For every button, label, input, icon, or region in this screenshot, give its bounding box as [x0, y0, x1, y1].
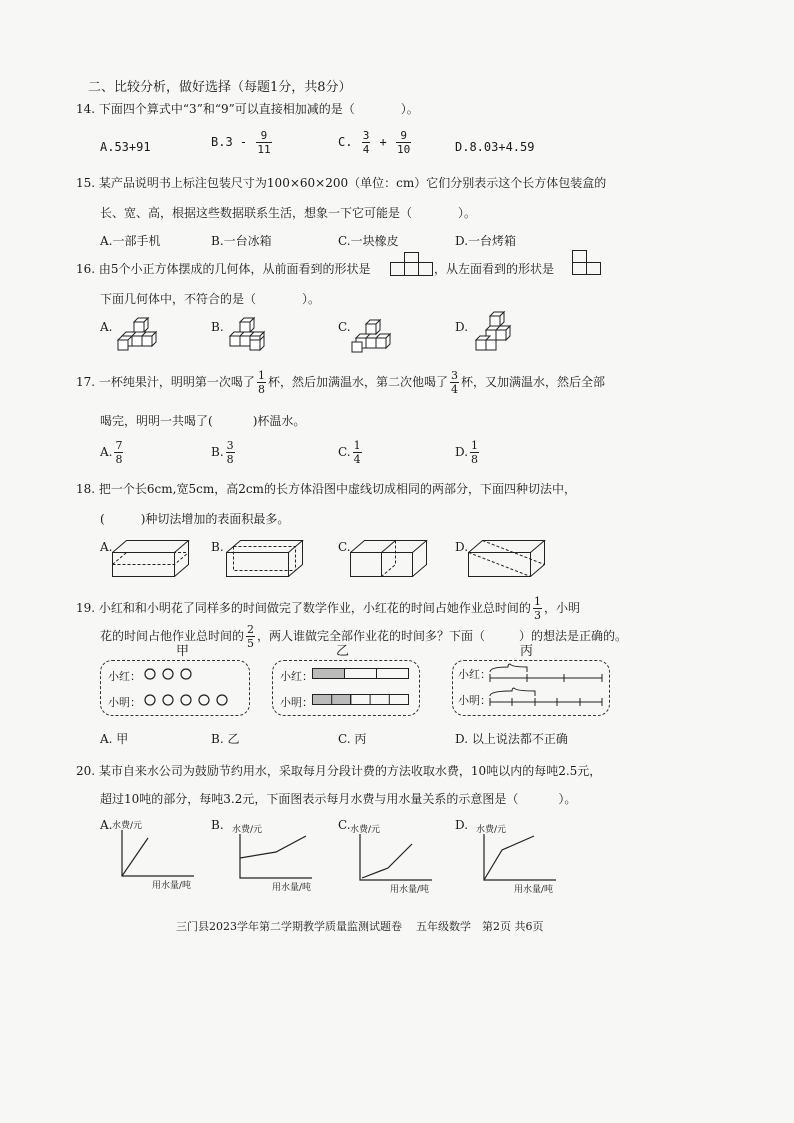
- question-18: 18. 把一个长6cm,宽5cm，高2cm的长方体沿图中虚线切成相同的两部分，下面四种切法中，: [76, 482, 576, 496]
- q20-option-c[interactable]: C.: [338, 818, 351, 832]
- q19-option-b[interactable]: B. 乙: [211, 732, 240, 746]
- label-yi: 乙: [336, 644, 350, 659]
- q15-option-a[interactable]: A.一部手机: [100, 234, 161, 248]
- footer-grade: 五年级数学: [416, 920, 471, 933]
- question-16-mid: ，从左面看到的形状是: [434, 262, 555, 276]
- q17-option-c[interactable]: C. $\frac{1}{4}$: [338, 439, 361, 466]
- graph-d: [480, 834, 560, 884]
- q17-option-b[interactable]: B. $\frac{3}{8}$: [211, 439, 234, 466]
- question-16: 16. 由5个小正方体摆成的几何体，从前面看到的形状是: [76, 262, 371, 276]
- yi-bars: [312, 668, 412, 708]
- bing-xiaoming-label: 小明：: [458, 694, 491, 707]
- bing-xiaohong-label: 小红：: [458, 668, 491, 681]
- cuboid-cut-a: [112, 540, 190, 578]
- q16-option-c[interactable]: C.: [338, 320, 351, 334]
- question-16-line2: 下面几何体中，不符合的是（ ）。: [100, 292, 321, 306]
- q15-option-d[interactable]: D.一台烤箱: [455, 234, 517, 248]
- question-15-line2: 长、宽、高，根据这些数据联系生活，想象一下它可能是（ ）。: [100, 206, 477, 220]
- q14-option-b[interactable]: B.3 - $\frac{9}{11}$: [211, 129, 271, 156]
- yi-xiaoming-label: 小明：: [280, 696, 313, 709]
- left-view-figure: [572, 250, 602, 276]
- graph-b: [236, 834, 316, 882]
- graph-d-xlabel: 用水量/吨: [514, 885, 554, 895]
- cube-figure-a: [118, 318, 170, 354]
- question-20-line2: 超过10吨的部分，每吨3.2元，下面图表示每月水费与用水量关系的示意图是（ ）。: [100, 792, 577, 806]
- graph-a-ylabel: 水费/元: [112, 821, 143, 831]
- q17-option-a[interactable]: A. $\frac{7}{8}$: [100, 439, 123, 466]
- q19-option-a[interactable]: A. 甲: [100, 732, 129, 746]
- q14-option-d[interactable]: D.8.03+4.59: [455, 140, 535, 154]
- q16-option-d[interactable]: D.: [455, 320, 469, 334]
- graph-c-ylabel: 水费/元: [350, 825, 381, 835]
- q14-option-a[interactable]: A.53+91: [100, 140, 151, 154]
- cube-figure-c: [352, 320, 402, 354]
- q20-option-b[interactable]: B.: [211, 818, 224, 832]
- cuboid-cut-b: [226, 540, 304, 578]
- question-19-line2: 花的时间占他作业总时间的 $\frac{2}{5}$ ，两人谁做完全部作业花的时间多？下面（ ）的想法是正确的。: [100, 623, 628, 650]
- q19-option-d[interactable]: D. 以上说法都不正确: [455, 732, 568, 746]
- footer-page: 第2页 共6页: [482, 920, 544, 933]
- cube-figure-b: [226, 318, 276, 354]
- q14-option-c[interactable]: C. $\frac{3}{4}$ + $\frac{9}{10}$: [338, 129, 411, 156]
- graph-d-ylabel: 水费/元: [476, 825, 507, 835]
- q20-option-a[interactable]: A.: [100, 818, 113, 832]
- q16-option-b[interactable]: B.: [211, 320, 224, 334]
- jia-xiaohong-label: 小红：: [108, 670, 141, 683]
- question-18-line2: ( )种切法增加的表面积最多。: [100, 512, 290, 526]
- graph-c-xlabel: 用水量/吨: [390, 885, 430, 895]
- graph-b-xlabel: 用水量/吨: [272, 883, 312, 893]
- q18-option-b[interactable]: B.: [211, 540, 224, 554]
- jia-xiaoming-label: 小明：: [108, 696, 141, 709]
- footer-school: 三门县2023学年第二学期教学质量监测试题卷: [176, 920, 402, 933]
- question-19: 19. 小红和和小明花了同样多的时间做完了数学作业，小红花的时间占她作业总时间的 $\frac{1}{3}$ ，小明: [76, 595, 580, 622]
- q15-option-c[interactable]: C.一块橡皮: [338, 234, 399, 248]
- label-jia: 甲: [176, 644, 190, 659]
- q20-option-d[interactable]: D.: [455, 818, 469, 832]
- q19-option-c[interactable]: C. 丙: [338, 732, 367, 746]
- jia-circles: [144, 668, 244, 708]
- graph-b-ylabel: 水费/元: [232, 825, 263, 835]
- q18-option-a[interactable]: A.: [100, 540, 113, 554]
- q15-option-b[interactable]: B.一台冰箱: [211, 234, 272, 248]
- yi-xiaohong-label: 小红：: [280, 670, 313, 683]
- graph-a-xlabel: 用水量/吨: [152, 881, 192, 891]
- q17-option-d[interactable]: D. $\frac{1}{8}$: [455, 439, 479, 466]
- front-view-figure: [390, 252, 434, 276]
- q18-option-d[interactable]: D.: [455, 540, 469, 554]
- q16-option-a[interactable]: A.: [100, 320, 113, 334]
- section-title: 二、比较分析，做好选择（每题1分，共8分）: [88, 80, 352, 95]
- question-14: 14. 下面四个算式中“3”和“9”可以直接相加减的是（ ）。: [76, 102, 419, 116]
- graph-c: [356, 834, 436, 884]
- cube-figure-d: [470, 312, 522, 354]
- question-17-line2: 喝完，明明一共喝了( )杯温水。: [100, 414, 306, 428]
- question-15: 15. 某产品说明书上标注包装尺寸为100×60×200（单位：cm）它们分别表示这个长方体包装盒的: [76, 176, 607, 190]
- question-20: 20. 某市自来水公司为鼓励节约用水，采取每月分段计费的方法收取水费，10吨以内的每吨2.5元，: [76, 764, 602, 778]
- question-17: 17. 一杯纯果汁，明明第一次喝了 $\frac{1}{8}$ 杯，然后加满温水，第二次他喝了 $\frac{3}{4}$ 杯，又加满温水，然后全部: [76, 369, 605, 396]
- cuboid-cut-c: [350, 540, 428, 578]
- cuboid-cut-d: [468, 540, 546, 578]
- bing-lines: [490, 664, 606, 708]
- q18-option-c[interactable]: C.: [338, 540, 351, 554]
- label-bing: 丙: [520, 644, 534, 659]
- graph-a: [118, 830, 198, 880]
